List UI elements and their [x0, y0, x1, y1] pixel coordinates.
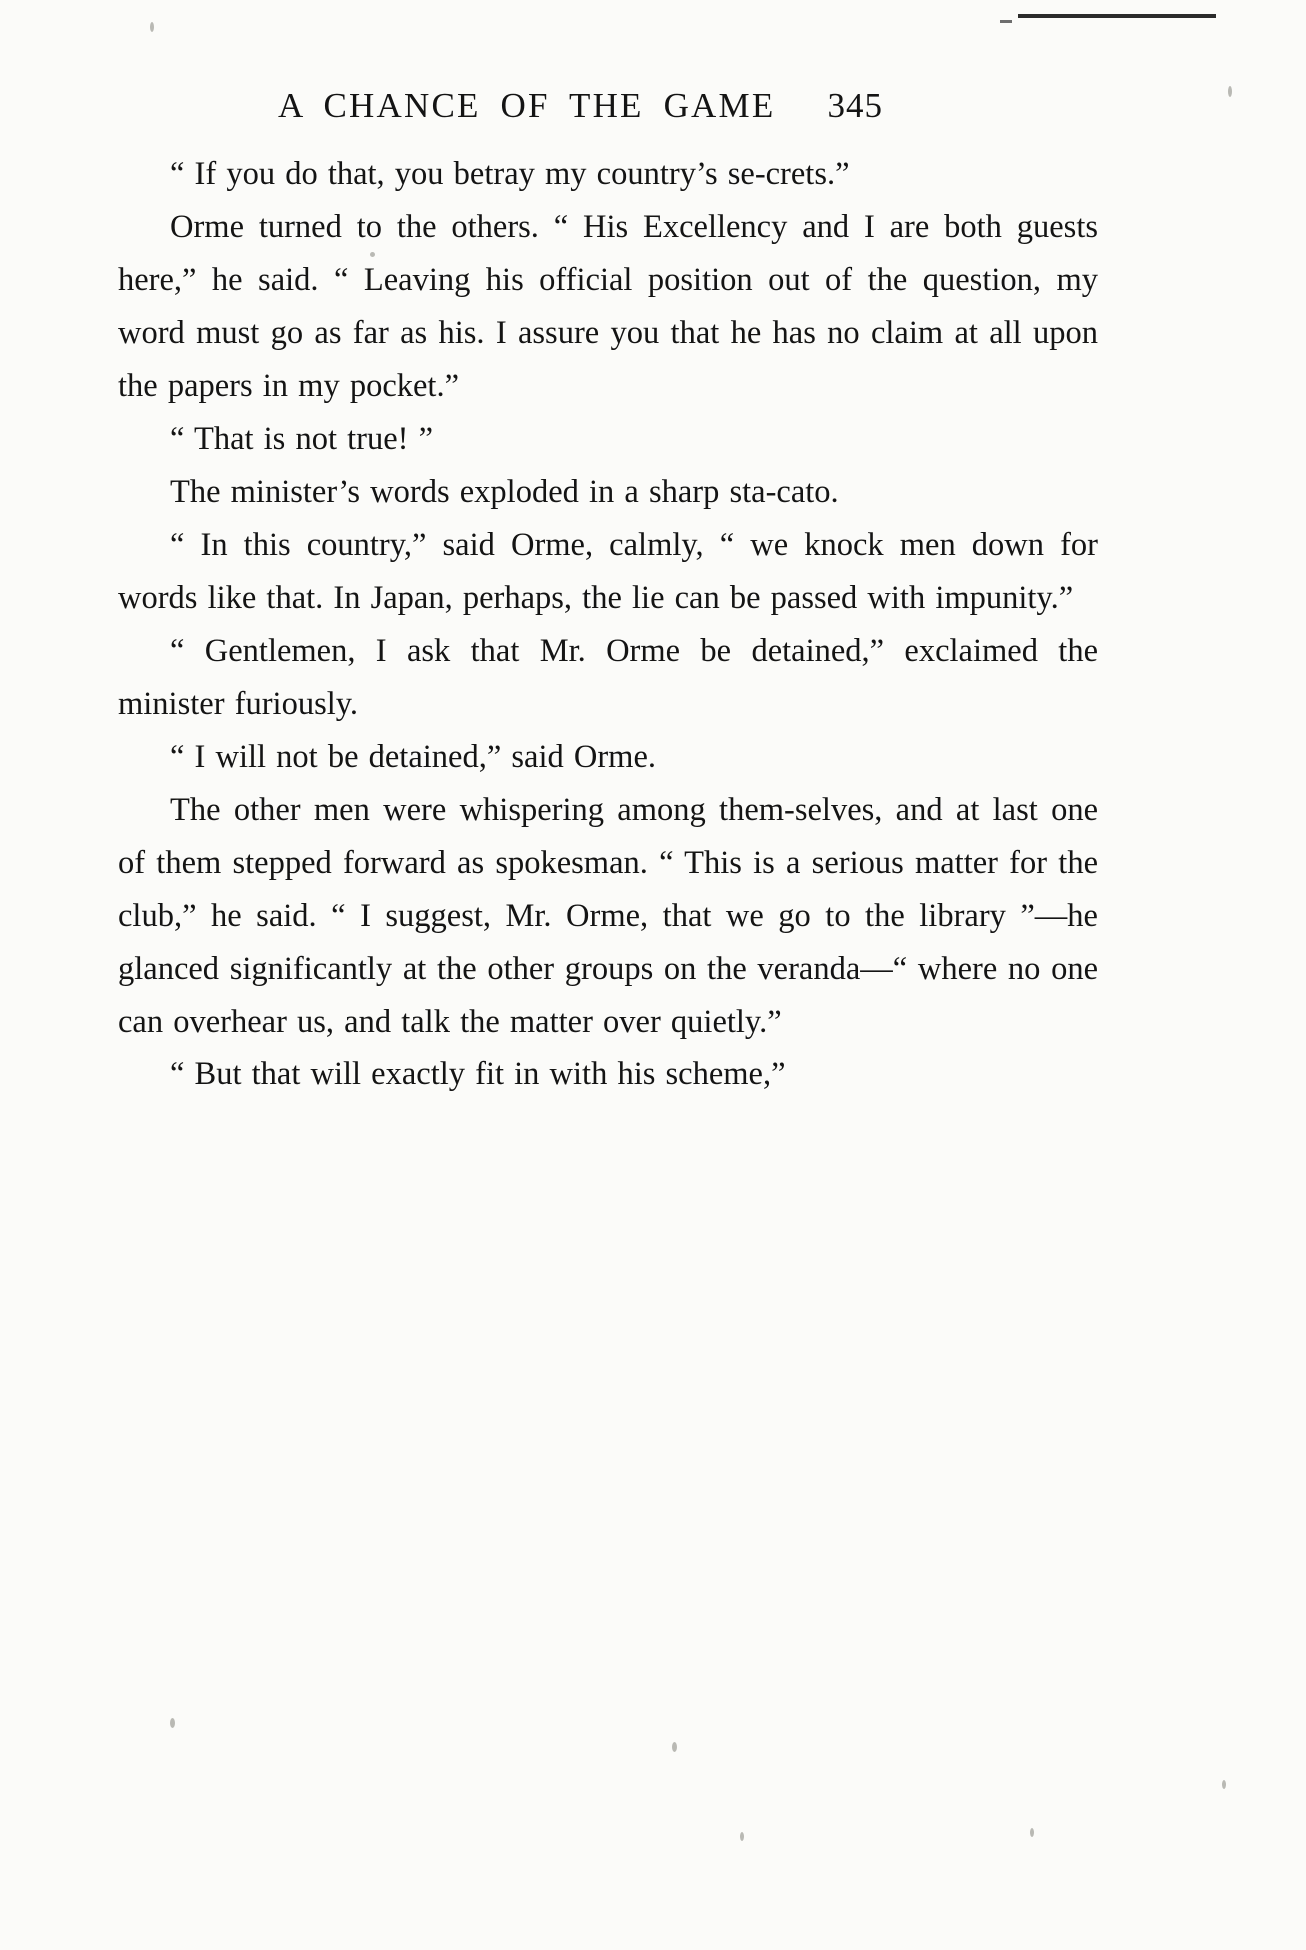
page-number: 345 — [827, 86, 883, 125]
body-text — [118, 148, 1098, 1101]
scan-speckle — [170, 1718, 175, 1728]
paragraph: “ Gentlemen, I ask that Mr. Orme be detained,” exclaimed the minister furiously. — [118, 632, 1098, 722]
page-edge-mark — [1018, 14, 1216, 18]
paragraph: “ I will not be detained,” said Orme. — [170, 738, 656, 775]
page-content — [118, 86, 1098, 1101]
paragraph: “ In this country,” said Orme, calmly, “ we knock men down for words like that. In Japan, perhaps, the lie can be passed with impunity.” — [118, 526, 1098, 616]
scan-speckle — [740, 1832, 744, 1841]
paragraph: Orme turned to the others. “ His Excellency and I are both guests here,” he said. “ Leaving his official position out of the question, my word must go as far as his. I assure you that he has no claim at all upon the papers in my pocket.” — [118, 208, 1098, 404]
paragraph: The minister’s words exploded in a sharp sta-cato. — [170, 473, 839, 510]
scan-speckle — [672, 1742, 677, 1752]
paragraph: “ But that will exactly fit in with his scheme,” — [170, 1056, 786, 1093]
scan-speckle — [1228, 86, 1232, 97]
running-head — [118, 86, 1098, 126]
paragraph: The other men were whispering among them-selves, and at last one of them stepped forward as spokesman. “ This is a serious matter for the club,” he said. “ I suggest, Mr. Orme, that we go to the library ”—he glanced significantly at the other groups on the veranda—“ where no one can overhear us, and talk the matter over quietly.” — [118, 791, 1098, 1040]
scan-speckle — [1030, 1828, 1034, 1837]
paragraph: “ That is not true! ” — [170, 420, 434, 457]
page-title: A CHANCE OF THE GAME — [278, 86, 776, 125]
page-edge-tick — [1000, 20, 1012, 23]
paragraph: “ If you do that, you betray my country’s se-crets.” — [170, 156, 850, 192]
scan-speckle — [1222, 1780, 1226, 1789]
scan-speckle — [150, 22, 154, 32]
